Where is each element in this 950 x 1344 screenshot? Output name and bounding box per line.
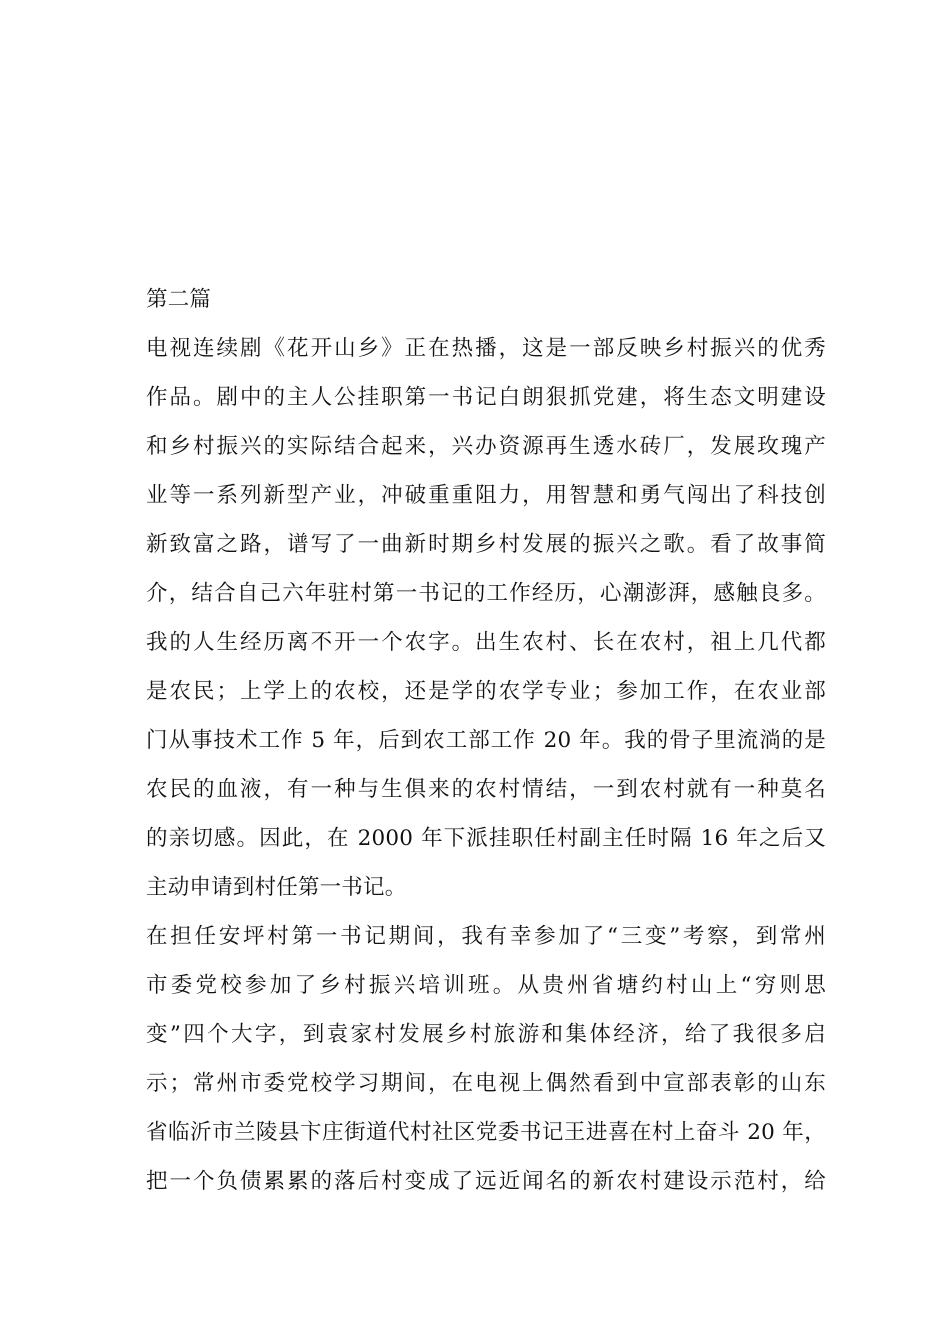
paragraph-1 (146, 324, 826, 912)
text-line: 的亲切感。因此，在 2000 年下派挂职任村副主任时隔 16 年之后又 (146, 826, 826, 851)
text-line: 介，结合自己六年驻村第一书记的工作经历，心潮澎湃，感触良多。 (146, 581, 826, 606)
text-line: 是农民；上学上的农校，还是学的农学专业；参加工作，在农业部 (146, 679, 826, 704)
text-line: 和乡村振兴的实际结合起来，兴办资源再生透水砖厂，发展玫瑰产 (146, 434, 826, 459)
text-line: 电视连续剧《花开山乡》正在热播，这是一部反映乡村振兴的优秀 (146, 336, 826, 361)
text-line: 我的人生经历离不开一个农字。出生农村、长在农村，祖上几代都 (146, 630, 826, 655)
document-body (146, 275, 826, 1206)
text-line: 新致富之路，谱写了一曲新时期乡村发展的振兴之歌。看了故事简 (146, 532, 826, 557)
text-line: 市委党校参加了乡村振兴培训班。从贵州省塘约村山上“穷则思 (146, 973, 826, 998)
text-line: 在担任安坪村第一书记期间，我有幸参加了“三变”考察，到常州 (146, 924, 826, 949)
text-line: 把一个负债累累的落后村变成了远近闻名的新农村建设示范村，给 (146, 1169, 826, 1194)
section-heading: 第二篇 (146, 287, 212, 312)
paragraph-2 (146, 912, 826, 1206)
text-line: 作品。剧中的主人公挂职第一书记白朗狠抓党建，将生态文明建设 (146, 385, 826, 410)
text-line: 业等一系列新型产业，冲破重重阻力，用智慧和勇气闯出了科技创 (146, 483, 826, 508)
text-line: 门从事技术工作 5 年，后到农工部工作 20 年。我的骨子里流淌的是 (146, 728, 826, 753)
text-line: 主动申请到村任第一书记。 (146, 875, 407, 900)
text-line: 变”四个大字，到袁家村发展乡村旅游和集体经济，给了我很多启 (146, 1022, 826, 1047)
text-line: 农民的血液，有一种与生俱来的农村情结，一到农村就有一种莫名 (146, 777, 826, 802)
text-line: 省临沂市兰陵县卞庄街道代村社区党委书记王进喜在村上奋斗 20 年， (146, 1120, 826, 1145)
text-line: 示；常州市委党校学习期间，在电视上偶然看到中宣部表彰的山东 (146, 1071, 826, 1096)
